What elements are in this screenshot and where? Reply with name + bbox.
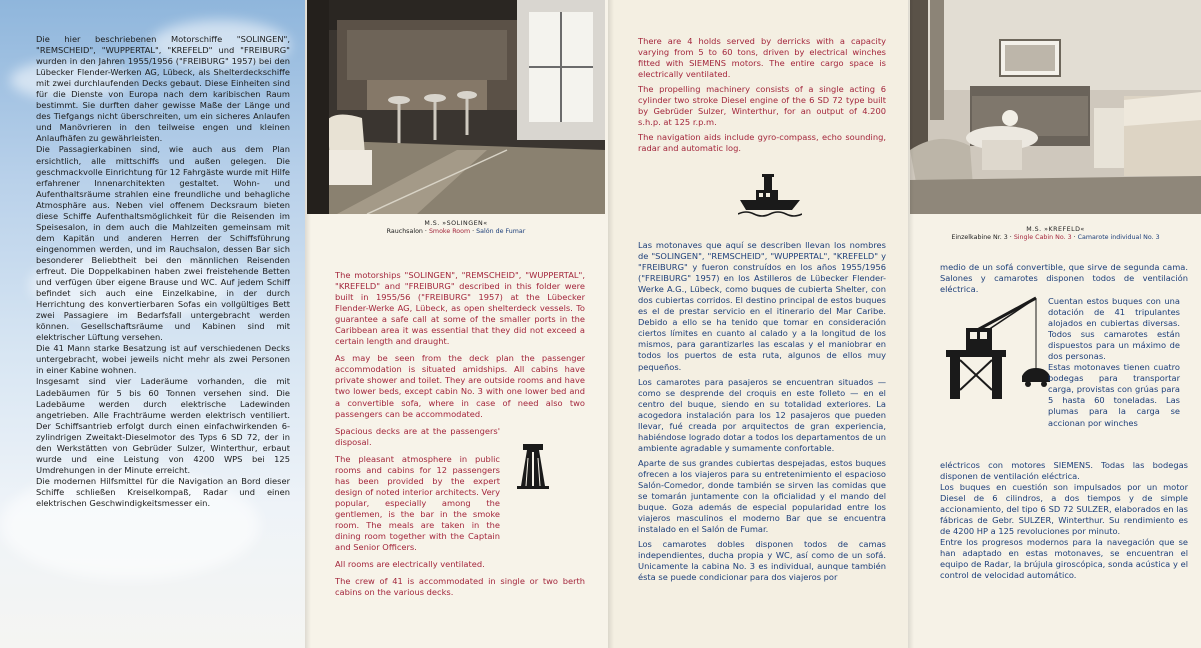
paragraph: Die 41 Mann starke Besatzung ist auf verschiedenen Decks untergebracht, wobei jeweils nicht mehr als zwei Personen in einer Kabine wohnen. <box>36 343 290 376</box>
paragraph: Cuentan estos buques con una dotación de 41 tripulantes alojados en cubiertas diversas. Todos sus camarotes están dispuestos para un máximo de dos personas. <box>1048 296 1180 362</box>
ship-name: M.S. »SOLINGEN« <box>424 220 488 227</box>
paragraph: Los buques en cuestión son impulsados por un motor Diesel de 6 cilindros, a dos tiempos y de simple accionamiento, del tipo 6 SD 72 SULZER, elaborados en las fábricas de Gebr. SULZER, Winterthur. Su rendimiento es de 4200 HP a 125 revoluciones por minuto. <box>940 482 1188 537</box>
paragraph: Aparte de sus grandes cubiertas despejadas, estos buques ofrecen a los viajeros para su entretenimiento el espacioso Salón-Comedor, donde también se sirven las comidas que se tomarán juntamente con la oficialidad y el mando del buque. Goza además de especial popularidad entre los viajeros masculinos el moderno Bar que se encuentra instalado en el Salón de Fumar. <box>638 457 886 535</box>
caption-en: Single Cabin No. 3 <box>1013 234 1072 241</box>
single-cabin-photo <box>910 0 1201 214</box>
panel-english <box>305 0 608 648</box>
smoke-room-caption: M.S. »SOLINGEN« Rauchsalon · Smoke Room · Salón de Fumar <box>307 220 605 236</box>
paragraph: The navigation aids include gyro-compass, echo sounding, radar and automatic log. <box>638 132 886 154</box>
single-cabin-caption: M.S. »KREFELD« Einzelkabine Nr. 3 · Single Cabin No. 3 · Camarote individual No. 3 <box>910 226 1201 242</box>
paragraph: The pleasant atmosphere in public rooms and cabins for 12 passengers has been provided by the expert design of noted interior architects. Very popular, especially among the gentlemen, is the bar in the smoke room. The meals are taken in the dining room together with the Captain and Senior Officers. <box>335 453 500 553</box>
paragraph: Los camarotes para pasajeros se encuentran situados — como se desprende del croquis en este folleto — en el centro del buque, siendo en su totalidad exteriores. La acogedora instalación para los 12 pasajeros que pueden llevar, fué creada por arquitectos de gran experiencia, habiéndose logrado dotar a todos los departamentos de un ambiente agradable y sumamente confortable. <box>638 376 886 453</box>
caption-de: Einzelkabine Nr. 3 <box>951 234 1008 241</box>
single-cabin-illustration <box>910 0 1201 214</box>
spanish-continued-text <box>940 460 1188 582</box>
paragraph: Los camarotes dobles disponen todos de camas independientes, ducha propia y WC, así como de un sofá. Unicamente la cabina No. 3 es individual, aunque también ésta se puede condicionar para dos viajeros por <box>638 539 886 583</box>
panel-german <box>0 0 305 648</box>
ship-name: M.S. »KREFELD« <box>1026 226 1085 233</box>
spanish-intro-text: medio de un sofá convertible, que sirve de segunda cama. Salones y camarotes disponen todos de ventilación eléctrica. <box>940 262 1188 295</box>
paragraph: There are 4 holds served by derricks with a capacity varying from 5 to 60 tons, driven by electrical winches fitted with SIEMENS motors. The entire cargo space is electrically ventilated. <box>638 36 886 80</box>
spanish-text <box>638 240 886 583</box>
panel-spanish <box>608 0 908 648</box>
spanish-side-text <box>1048 296 1180 429</box>
paragraph: Die modernen Hilfsmittel für die Navigation an Bord dieser Schiffe schließen Kreiselkompaß, Radar und einen elektrischen Geschwindigkeitsmesser ein. <box>36 475 290 508</box>
caption-de: Rauchsalon <box>386 228 423 235</box>
paragraph: Die hier beschriebenen Motorschiffe "SOLINGEN", "REMSCHEID", "WUPPERTAL", "KREFELD" und "FREIBURG" wurden in den Jahren 1955/1956 ("FREIBURG" 1957) bei den Lübecker Flender-Werken AG, Lübeck, als Shelterdeckschiffe mit zwei durchlaufenden Decks gebaut. Diese Einheiten sind für die Dienste von Europa nach dem karibischen Raum bestimmt. Sie durften daher gewisse Maße der Länge und des Tiefgangs nicht überschreiten, um ein sicheres Anlaufen und Manövrieren in den teilweise engen und kleinen Anlaufhäfen zu gewährleisten. <box>36 34 290 144</box>
caption-en: Smoke Room <box>428 228 471 235</box>
caption-es: Salón de Fumar <box>476 228 526 235</box>
german-text <box>36 34 290 509</box>
paragraph: All rooms are electrically ventilated. <box>335 559 485 570</box>
caption-es: Camarote individual No. 3 <box>1077 234 1160 241</box>
panel-spanish-continued <box>908 0 1201 648</box>
paragraph: Die Passagierkabinen sind, wie auch aus dem Plan ersichtlich, alle mittschiffs und außen gelegen. Die geschmackvolle Einrichtung für 12 Fahrgäste wurde mit Hilfe erfahrener Innenarchitekten gestaltet. Wohn- und Aufenthaltsräume strahlen eine freundliche und behagliche Atmosphäre aus. Neben viel offenem Decksraum bieten diese Schiffe Aufenthaltsmöglichkeit für die Reisenden im Speisesalon, in dem auch die Mahlzeiten gemeinsam mit dem Kapitän und anderen Herren der Schiffsführung eingenommen werden, und im Rauchsalon, dessen Bar sich besonderer Beliebtheit bei den männlichen Reisenden erfreut. Die Doppelkabinen haben zwei freistehende Betten und verfügen über eigene Brause und WC. Auf jedem Schiff befindet sich auch eine Einzelkabine, in der durch Herrichtung des konvertierbaren Sofas ein vollgültiges Bett zwei Passagiere im Bedarfsfall untergebracht werden können. Gesellschaftsräume und Kabinen sind mit elektrischer Lüftung versehen. <box>36 144 290 343</box>
paragraph: The motorships "SOLINGEN", "REMSCHEID", "WUPPERTAL", "KREFELD" and "FREIBURG" described in this folder were built in 1955/56 ("FREIBURG" 1957) at the Lübecker Flender-Werke AG, Lübeck, as open shelterdeck vessels. To guarantee a safe call at some of the smaller ports in the Caribbean area it was essential that they did not exceed a certain length and draught. <box>335 270 585 347</box>
tugboat-icon <box>738 170 802 218</box>
cargo-hold-icon <box>515 442 551 490</box>
fold-line <box>608 0 614 648</box>
paragraph: eléctricos con motores SIEMENS. Todas las bodegas disponen de ventilación eléctrica. <box>940 460 1188 482</box>
paragraph: Insgesamt sind vier Laderäume vorhanden, die mit Ladebäumen für 5 bis 60 Tonnen versehen sind. Die Ladebäume werden durch elektrische Ladewinden angetrieben. Alle Frachträume werden elektrisch ventiliert. Der Schiffsantrieb erfolgt durch einen einfachwirkenden 6-zylindrigen Zweitakt-Dieselmotor des Typs 6 SD 72, der in den Werkstätten von Gebrüder Sulzer, Winterthur, erbaut wurde und eine Leistung von 4200 WPS bei 125 Umdrehungen in der Minute erreicht. <box>36 376 290 475</box>
paragraph: Spacious decks are at the passengers' disposal. <box>335 425 500 447</box>
paragraph: Estas motonaves tienen cuatro bodegas para transportar carga, provistas con grúas para 5 hasta 60 toneladas. Las plumas para la carga se accionan por winches <box>1048 362 1180 428</box>
paragraph: Las motonaves que aquí se describen llevan los nombres de "SOLINGEN", "REMSCHEID", "WUPPERTAL", "KREFELD" y "FREIBURG" y fueron construídos en los años 1955/1956 ("FREIBURG" 1957) en los Astilleros de Lübecker Flender-Werke A.G., Lübeck, como buques de cubierta Shelter, con dos cubiertas corridos. El destino principal de estos buques es el de prestar servicio en el itinerario del Mar Caribe. Debido a ello se ha tenido que tomar en consideración ciertos límites en cuanto al calado y a la longitud de los mismos, para garantizarles las escalas y el maniobrar en todos los puertos de esta ruta, algunos de ellos muy pequeños. <box>638 240 886 372</box>
smoke-room-illustration <box>307 0 605 214</box>
english-text <box>335 270 585 598</box>
english-continued-text <box>638 36 886 154</box>
paragraph: As may be seen from the deck plan the passenger accommodation is situated amidships. All cabins have private shower and toilet. They are outside rooms and have two lower beds, except cabin No. 3 with one lower bed and a convertible sofa, where in case of need also two passengers can be accommodated. <box>335 353 585 419</box>
crane-icon <box>940 290 1050 400</box>
smoke-room-photo <box>307 0 605 214</box>
paragraph: The propelling machinery consists of a single acting 6 cylinder two stroke Diesel engine of the 6 SD 72 type built by Gebrüder Sulzer, Winterthur, for an output of 4.200 s.h.p. at 125 r.p.m. <box>638 84 886 128</box>
fold-line <box>908 0 914 648</box>
fold-line <box>305 0 311 648</box>
paragraph: Entre los progresos modernos para la navegación que se han adaptado en estas motonaves, se encuentran el equipo de Radar, la brújula giroscópica, sonda acústica y el control de velocidad automático. <box>940 537 1188 581</box>
paragraph: The crew of 41 is accommodated in single or two berth cabins on the various decks. <box>335 576 585 598</box>
